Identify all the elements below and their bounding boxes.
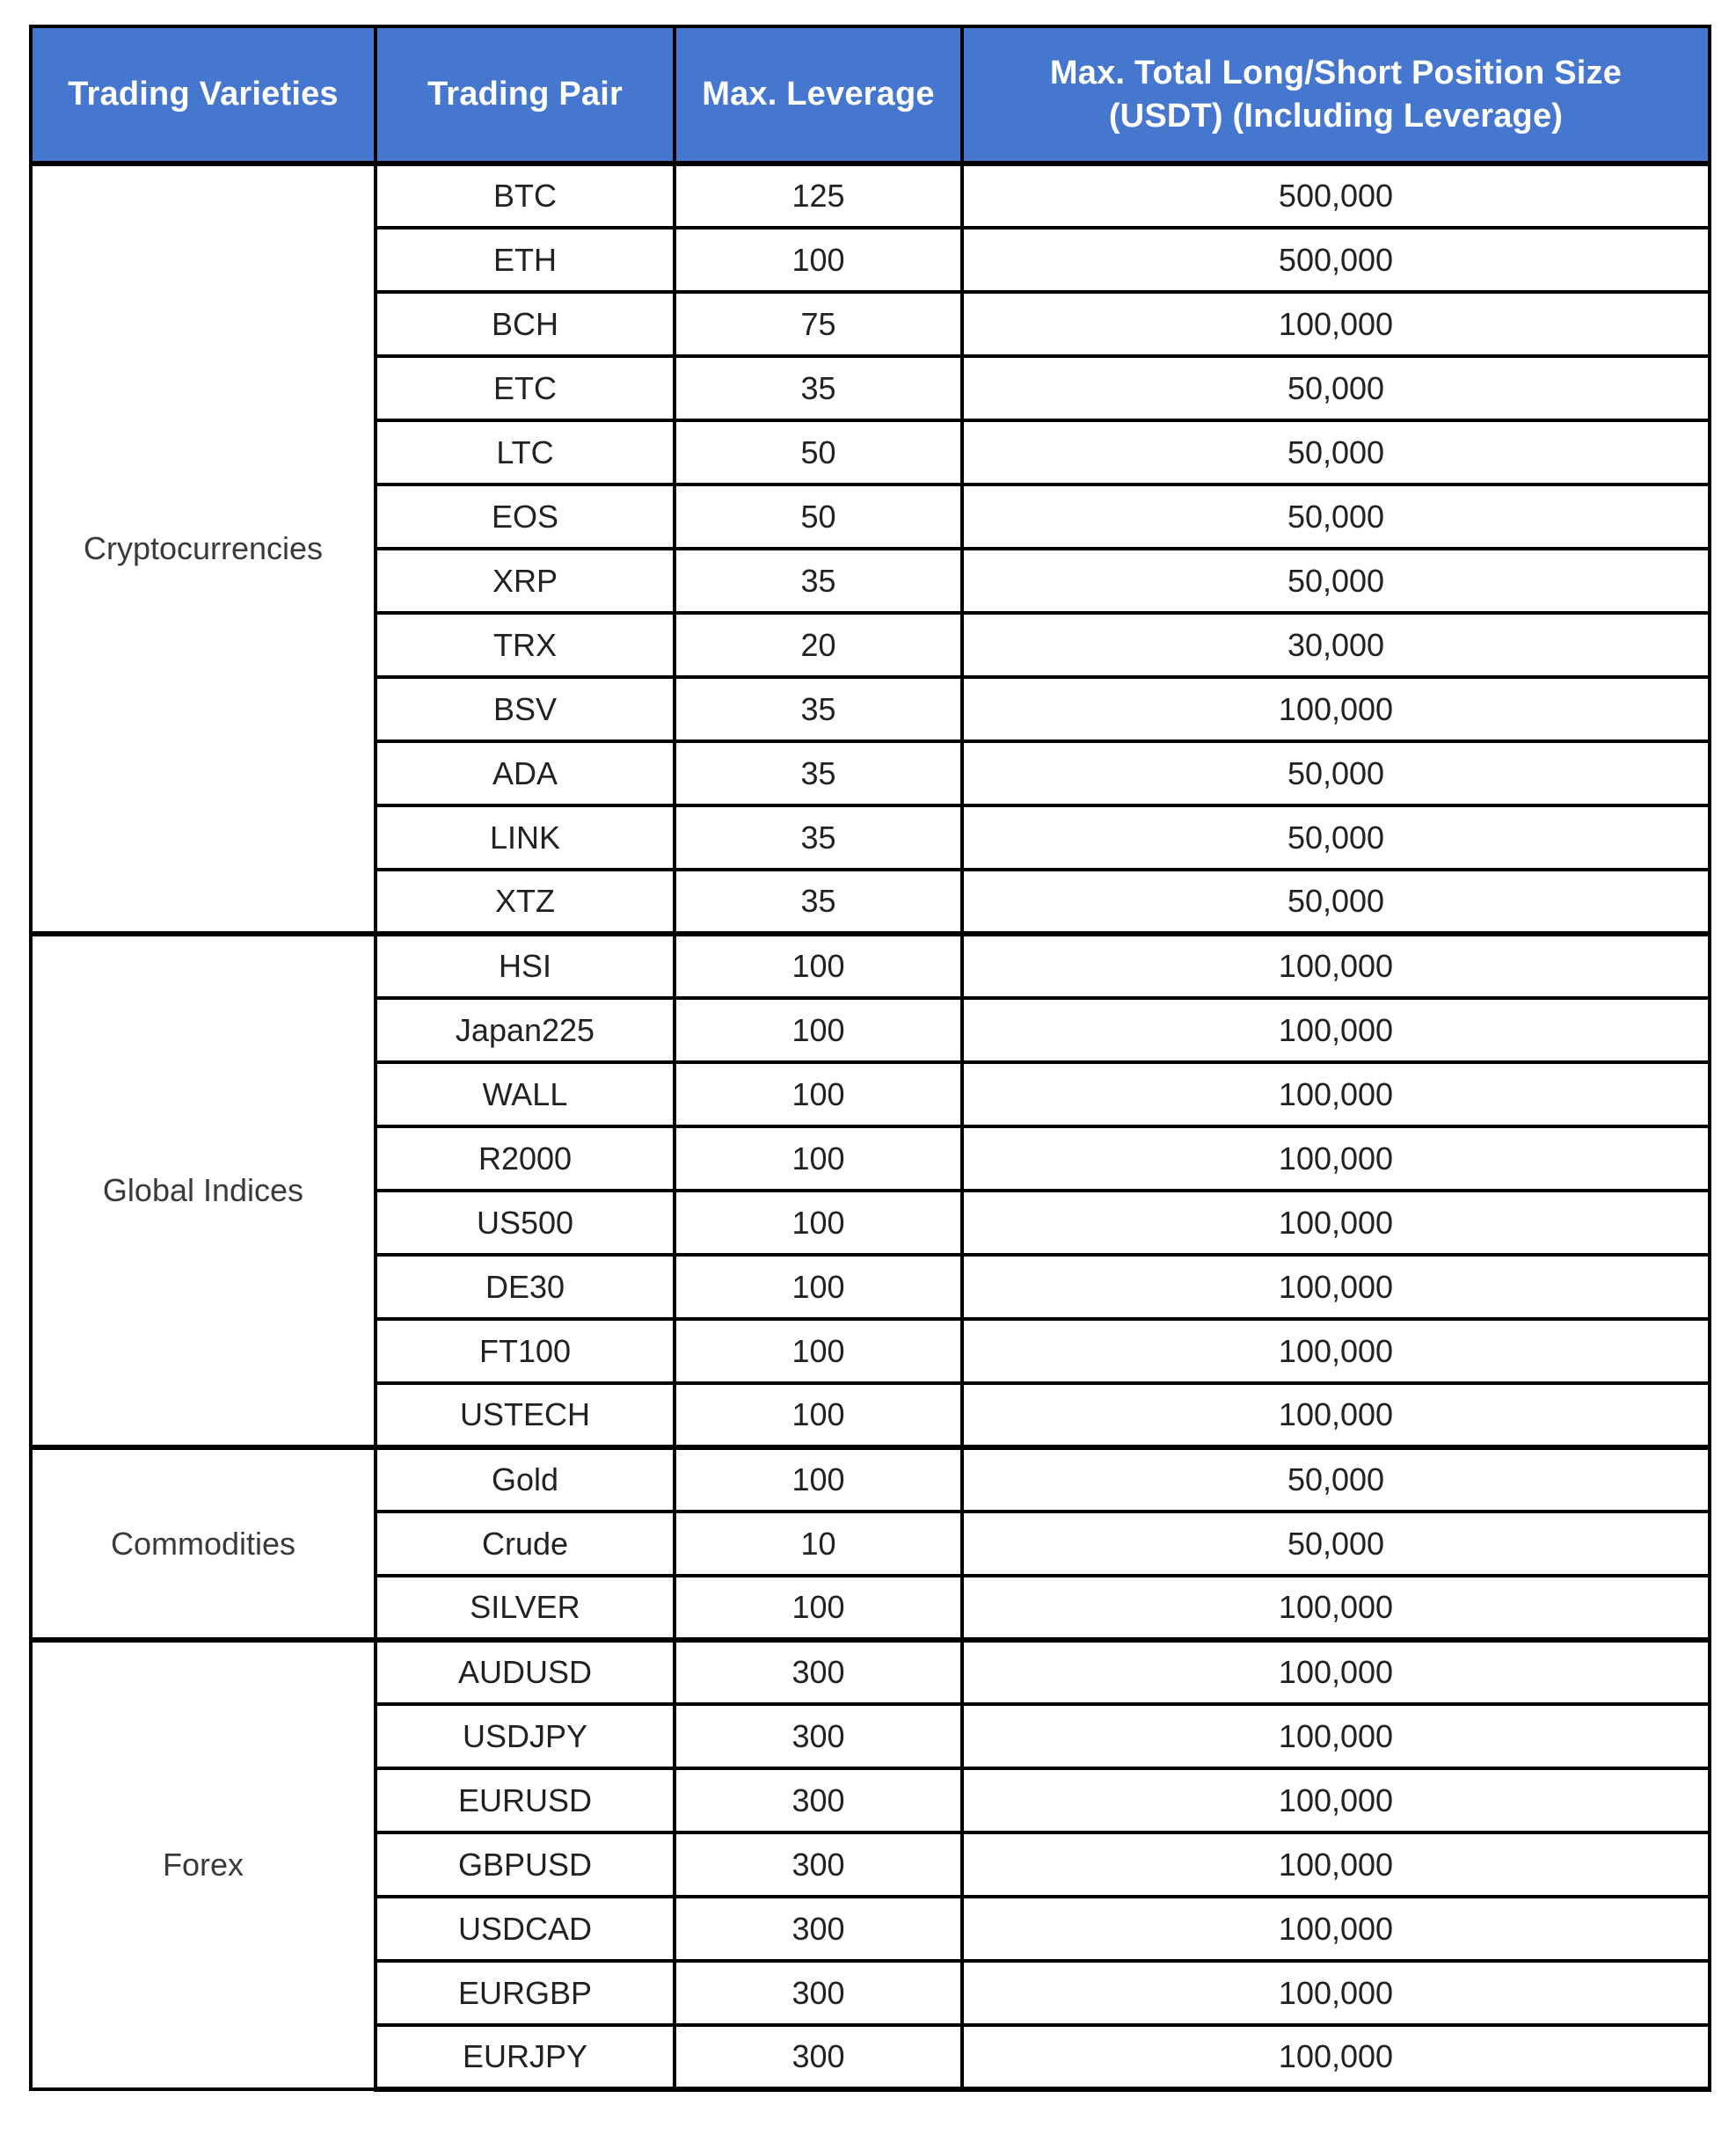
trading-pair-cell: USTECH <box>376 1383 675 1447</box>
max-position-size-cell: 50,000 <box>962 805 1710 870</box>
trading-pair-cell: SILVER <box>376 1576 675 1640</box>
table-row <box>31 934 1710 998</box>
trading-pair-cell: EOS <box>376 484 675 549</box>
max-position-size-cell: 100,000 <box>962 677 1710 741</box>
max-leverage-cell: 300 <box>675 1640 962 1704</box>
max-position-size-cell: 100,000 <box>962 1640 1710 1704</box>
max-leverage-cell: 35 <box>675 741 962 805</box>
max-position-size-cell: 100,000 <box>962 1897 1710 1961</box>
trading-pair-cell: BSV <box>376 677 675 741</box>
trading-pair-cell: BTC <box>376 164 675 228</box>
max-leverage-cell: 35 <box>675 805 962 870</box>
max-position-size-cell: 500,000 <box>962 164 1710 228</box>
table-row <box>31 1640 1710 1704</box>
category-cell: Cryptocurrencies <box>31 164 376 934</box>
trading-pair-cell: LINK <box>376 805 675 870</box>
header-line-1: Max. Total Long/Short Position Size <box>1049 54 1623 91</box>
column-header-max-position-size <box>962 26 1710 164</box>
trading-pair-cell: LTC <box>376 420 675 484</box>
max-position-size-cell: 100,000 <box>962 1255 1710 1319</box>
trading-pair-cell: ETH <box>376 228 675 292</box>
max-leverage-cell: 100 <box>675 1255 962 1319</box>
trading-pair-cell: HSI <box>376 934 675 998</box>
table-row <box>31 164 1710 228</box>
max-leverage-cell: 100 <box>675 1062 962 1126</box>
max-leverage-cell: 50 <box>675 484 962 549</box>
table-body <box>31 164 1710 2089</box>
header-line-2: (USDT) (Including Leverage) <box>1108 97 1564 135</box>
trading-pair-cell: EURGBP <box>376 1961 675 2025</box>
category-cell: Global Indices <box>31 934 376 1447</box>
max-position-size-cell: 100,000 <box>962 1576 1710 1640</box>
trading-pair-cell: ETC <box>376 356 675 420</box>
max-position-size-cell: 100,000 <box>962 1704 1710 1768</box>
max-leverage-cell: 300 <box>675 1704 962 1768</box>
trading-pair-cell: AUDUSD <box>376 1640 675 1704</box>
max-position-size-cell: 50,000 <box>962 356 1710 420</box>
max-position-size-cell: 100,000 <box>962 1832 1710 1897</box>
table-header <box>31 26 1710 164</box>
max-position-size-cell: 100,000 <box>962 1191 1710 1255</box>
max-leverage-cell: 100 <box>675 228 962 292</box>
max-leverage-cell: 50 <box>675 420 962 484</box>
max-leverage-cell: 300 <box>675 1768 962 1832</box>
max-position-size-cell: 50,000 <box>962 870 1710 934</box>
max-leverage-cell: 100 <box>675 1126 962 1191</box>
trading-pair-cell: GBPUSD <box>376 1832 675 1897</box>
max-position-size-cell: 100,000 <box>962 1319 1710 1383</box>
max-leverage-cell: 300 <box>675 1832 962 1897</box>
max-position-size-cell: 50,000 <box>962 1512 1710 1576</box>
trading-pair-cell: XTZ <box>376 870 675 934</box>
max-position-size-cell: 50,000 <box>962 741 1710 805</box>
trading-pair-cell: Crude <box>376 1512 675 1576</box>
trading-pair-cell: EURUSD <box>376 1768 675 1832</box>
max-leverage-cell: 35 <box>675 549 962 613</box>
trading-pair-cell: XRP <box>376 549 675 613</box>
trading-pair-cell: USDCAD <box>376 1897 675 1961</box>
trading-pair-cell: EURJPY <box>376 2025 675 2089</box>
trading-pair-cell: Gold <box>376 1447 675 1512</box>
max-position-size-cell: 50,000 <box>962 484 1710 549</box>
max-leverage-cell: 10 <box>675 1512 962 1576</box>
max-leverage-cell: 100 <box>675 934 962 998</box>
max-leverage-cell: 35 <box>675 870 962 934</box>
category-cell: Forex <box>31 1640 376 2089</box>
max-position-size-cell: 100,000 <box>962 998 1710 1062</box>
max-leverage-cell: 300 <box>675 1897 962 1961</box>
max-position-size-cell: 30,000 <box>962 613 1710 677</box>
header-row <box>31 26 1710 164</box>
max-leverage-cell: 100 <box>675 1383 962 1447</box>
category-cell: Commodities <box>31 1447 376 1640</box>
max-position-size-cell: 100,000 <box>962 1768 1710 1832</box>
max-leverage-cell: 75 <box>675 292 962 356</box>
max-position-size-cell: 50,000 <box>962 549 1710 613</box>
trading-pair-cell: DE30 <box>376 1255 675 1319</box>
table-row <box>31 1447 1710 1512</box>
max-leverage-cell: 300 <box>675 2025 962 2089</box>
trading-pair-cell: Japan225 <box>376 998 675 1062</box>
trading-pair-cell: BCH <box>376 292 675 356</box>
max-position-size-cell: 100,000 <box>962 2025 1710 2089</box>
trading-pair-cell: WALL <box>376 1062 675 1126</box>
trading-pair-cell: ADA <box>376 741 675 805</box>
max-position-size-cell: 100,000 <box>962 934 1710 998</box>
max-position-size-cell: 100,000 <box>962 1062 1710 1126</box>
max-leverage-cell: 300 <box>675 1961 962 2025</box>
max-leverage-cell: 100 <box>675 1447 962 1512</box>
max-position-size-cell: 100,000 <box>962 1383 1710 1447</box>
trading-pair-cell: R2000 <box>376 1126 675 1191</box>
max-leverage-cell: 125 <box>675 164 962 228</box>
trading-pair-cell: TRX <box>376 613 675 677</box>
max-position-size-cell: 50,000 <box>962 420 1710 484</box>
max-position-size-cell: 100,000 <box>962 1961 1710 2025</box>
trading-pair-cell: US500 <box>376 1191 675 1255</box>
trading-pair-cell: FT100 <box>376 1319 675 1383</box>
column-header-max-leverage: Max. Leverage <box>675 26 962 164</box>
max-leverage-cell: 35 <box>675 356 962 420</box>
column-header-trading-varieties: Trading Varieties <box>31 26 376 164</box>
max-position-size-cell: 100,000 <box>962 292 1710 356</box>
max-position-size-cell: 100,000 <box>962 1126 1710 1191</box>
max-leverage-cell: 100 <box>675 1191 962 1255</box>
leverage-limits-table <box>29 25 1711 2092</box>
max-position-size-cell: 500,000 <box>962 228 1710 292</box>
max-position-size-cell: 50,000 <box>962 1447 1710 1512</box>
max-leverage-cell: 20 <box>675 613 962 677</box>
max-leverage-cell: 100 <box>675 1576 962 1640</box>
max-leverage-cell: 100 <box>675 998 962 1062</box>
max-leverage-cell: 35 <box>675 677 962 741</box>
column-header-trading-pair: Trading Pair <box>376 26 675 164</box>
trading-pair-cell: USDJPY <box>376 1704 675 1768</box>
max-leverage-cell: 100 <box>675 1319 962 1383</box>
